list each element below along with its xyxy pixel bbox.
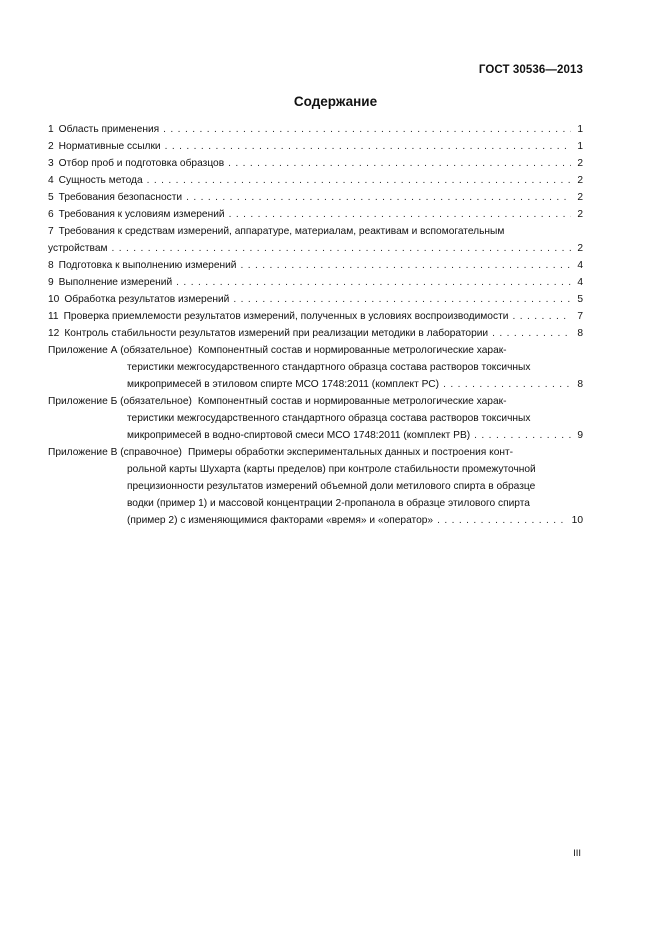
toc-entry-number: 1 (48, 124, 54, 135)
leader-dots (492, 325, 571, 342)
page-number: III (573, 848, 581, 859)
appendix-title-line: Компонентный состав и нормированные метрологические харак- (198, 345, 507, 356)
toc-entry-first-line (48, 223, 583, 240)
toc-entry-page: 1 (577, 141, 583, 152)
leader-dots (474, 427, 571, 444)
appendix-first-line (48, 342, 583, 359)
toc-entry-number: 10 (48, 294, 60, 305)
appendix-label: Приложение Б (обязательное) (48, 396, 192, 407)
leader-dots (228, 155, 571, 172)
toc-entry-12[interactable] (48, 325, 583, 342)
toc-entry-label-continued: устройствам (48, 243, 108, 254)
appendix-first-line (48, 444, 583, 461)
appendix-label: Приложение В (справочное) (48, 447, 182, 458)
toc-entry-page: 2 (577, 243, 583, 254)
page-title: Содержание (293, 94, 378, 109)
toc-entry-label: Проверка приемлемости результатов измерений, полученных в условиях воспроизводимости (63, 311, 509, 322)
toc-entry-number: 7 (48, 226, 54, 237)
leader-dots (147, 172, 571, 189)
toc-entry-10[interactable] (48, 291, 583, 308)
toc-entry-label: Подготовка к выполнению измерений (58, 260, 237, 271)
leader-dots (165, 138, 571, 155)
appendix-first-line (48, 393, 583, 410)
toc-entry-label: Требования к средствам измерений, аппаратуре, материалам, реактивам и вспомогательным (58, 226, 505, 237)
document-code: ГОСТ 30536—2013 (478, 64, 583, 76)
toc-entry-6[interactable] (48, 206, 583, 223)
toc-entry-number: 12 (48, 328, 60, 339)
toc-entry-number: 4 (48, 175, 54, 186)
toc-entry-page: 2 (577, 192, 583, 203)
appendix-last-line (48, 512, 583, 529)
leader-dots (229, 206, 571, 223)
toc-entry-number: 8 (48, 260, 54, 271)
toc-entry-label: Обработка результатов измерений (64, 294, 230, 305)
toc-entry-page: 10 (571, 515, 583, 526)
toc-entry-number: 11 (48, 311, 59, 322)
toc-entry-label: Область применения (58, 124, 160, 135)
toc-entry-page: 4 (577, 260, 583, 271)
leader-dots (437, 512, 568, 529)
leader-dots (443, 376, 571, 393)
leader-dots (512, 308, 571, 325)
appendix-last-line (48, 427, 583, 444)
appendix-last-line (48, 376, 583, 393)
appendix-title-line: (пример 2) с изменяющимися факторами «время» и «оператор» (127, 515, 434, 526)
toc-entry-page: 2 (577, 209, 583, 220)
toc-entry-continuation (48, 240, 583, 257)
toc-entry-page: 5 (577, 294, 583, 305)
toc-appendix-b[interactable] (48, 393, 583, 444)
toc-entry-label: Выполнение измерений (58, 277, 173, 288)
toc-entry-number: 2 (48, 141, 54, 152)
appendix-title-line: микропримесей в водно-спиртовой смеси МСО 1748:2011 (комплект РВ) (127, 430, 471, 441)
toc-entry-number: 9 (48, 277, 54, 288)
toc-entry-7[interactable] (48, 223, 583, 257)
toc-appendix-a[interactable] (48, 342, 583, 393)
toc-entry-number: 5 (48, 192, 54, 203)
table-of-contents (48, 121, 583, 529)
toc-entry-11[interactable] (48, 308, 583, 325)
appendix-title-line: микропримесей в этиловом спирте МСО 1748:2011 (комплект РС) (127, 379, 440, 390)
toc-entry-number: 6 (48, 209, 54, 220)
toc-entry-page: 2 (577, 175, 583, 186)
appendix-title-line: водки (пример 1) и массовой концентрации 2-пропанола в образце этилового спирта (127, 498, 530, 509)
toc-entry-page: 2 (577, 158, 583, 169)
appendix-label: Приложение А (обязательное) (48, 345, 192, 356)
leader-dots (186, 189, 571, 206)
toc-entry-label: Контроль стабильности результатов измерений при реализации методики в лаборатории (64, 328, 489, 339)
toc-entry-label: Требования к условиям измерений (58, 209, 225, 220)
toc-entry-page: 8 (577, 379, 583, 390)
toc-entry-label: Нормативные ссылки (58, 141, 161, 152)
leader-dots (112, 240, 572, 257)
toc-entry-label: Требования безопасности (58, 192, 183, 203)
appendix-title-line: теристики межгосударственного стандартного образца состава растворов токсичных (127, 362, 531, 373)
toc-entry-3[interactable] (48, 155, 583, 172)
toc-entry-label: Отбор проб и подготовка образцов (58, 158, 225, 169)
toc-entry-page: 7 (577, 311, 583, 322)
appendix-title-line: прецизионности результатов измерений объемной доли метилового спирта в образце (127, 481, 536, 492)
toc-entry-2[interactable] (48, 138, 583, 155)
toc-entry-9[interactable] (48, 274, 583, 291)
toc-entry-5[interactable] (48, 189, 583, 206)
toc-entry-page: 4 (577, 277, 583, 288)
toc-entry-page: 1 (577, 124, 583, 135)
appendix-title-line: Примеры обработки экспериментальных данных и построения конт- (187, 447, 514, 458)
appendix-title-line: Компонентный состав и нормированные метрологические харак- (197, 396, 507, 407)
toc-entry-label: Сущность метода (58, 175, 143, 186)
toc-entry-1[interactable] (48, 121, 583, 138)
leader-dots (233, 291, 571, 308)
toc-entry-page: 8 (577, 328, 583, 339)
leader-dots (176, 274, 571, 291)
leader-dots (163, 121, 571, 138)
appendix-title-line: теристики межгосударственного стандартного образца состава растворов токсичных (127, 413, 531, 424)
toc-entry-number: 3 (48, 158, 54, 169)
appendix-title-line: рольной карты Шухарта (карты пределов) при контроле стабильности промежуточной (127, 464, 536, 475)
toc-appendix-v[interactable] (48, 444, 583, 529)
toc-entry-4[interactable] (48, 172, 583, 189)
toc-entry-page: 9 (577, 430, 583, 441)
leader-dots (241, 257, 572, 274)
toc-entry-8[interactable] (48, 257, 583, 274)
